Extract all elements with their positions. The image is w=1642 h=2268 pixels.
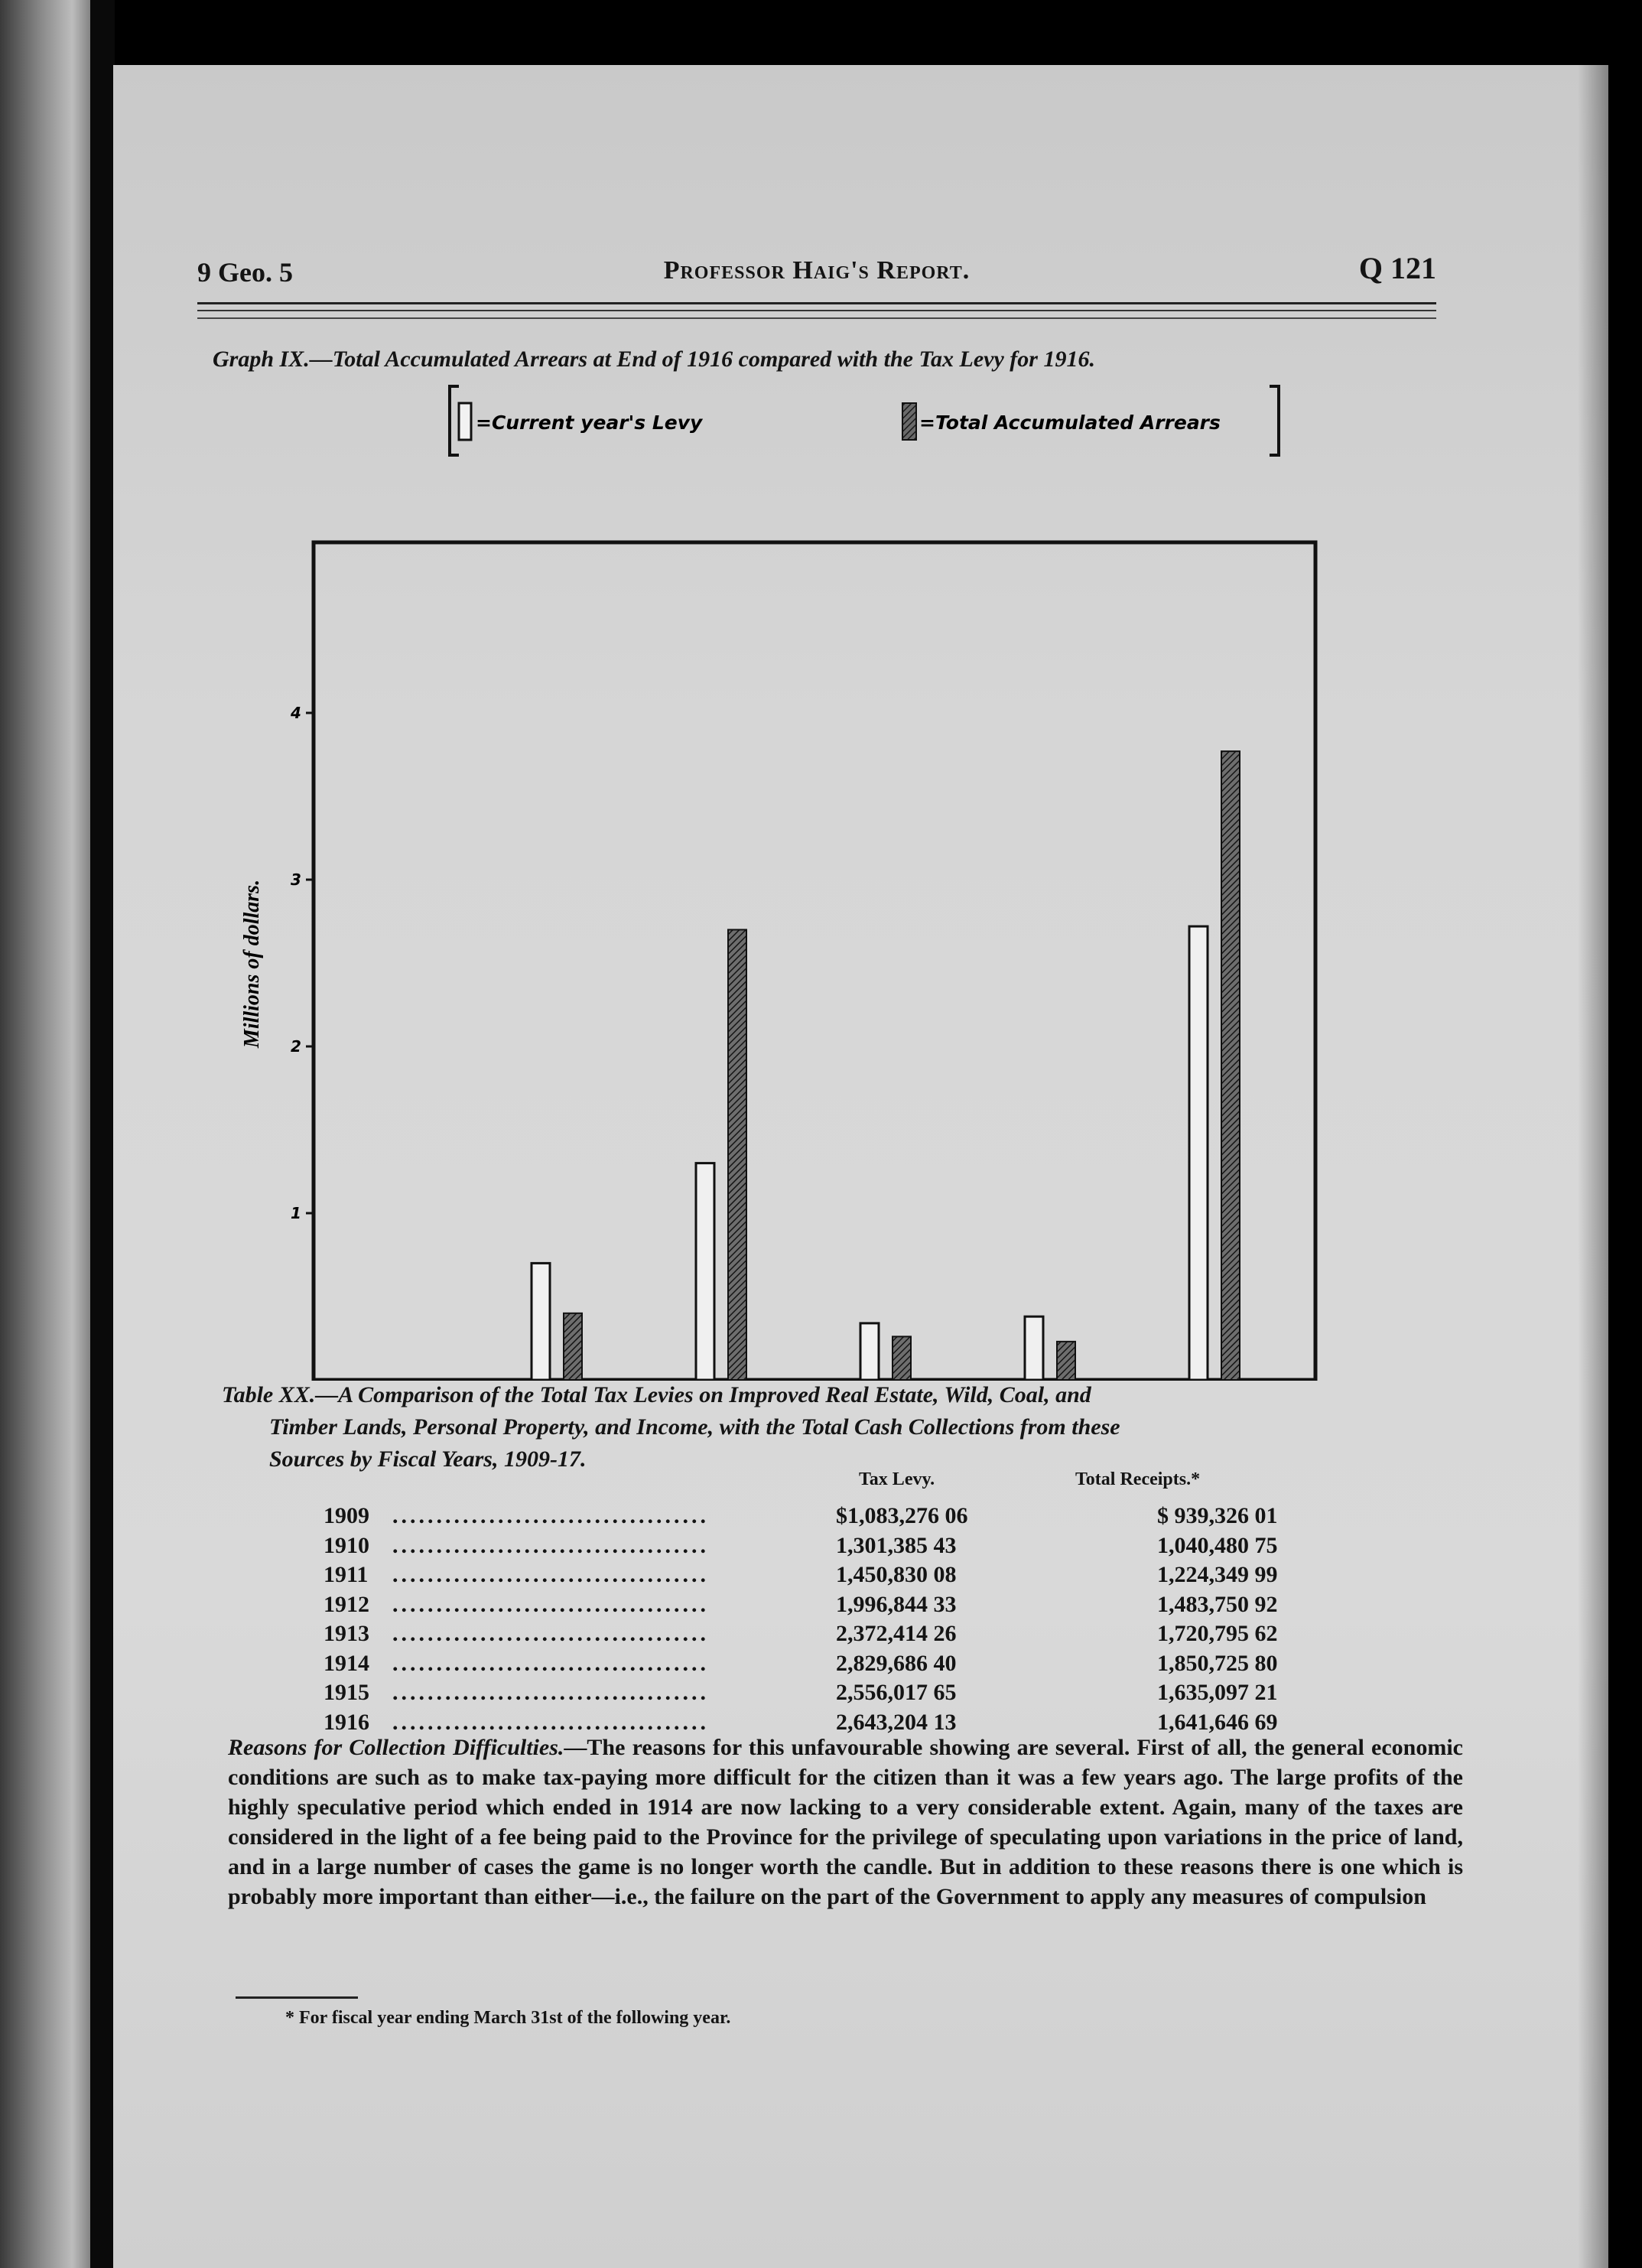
legend-swatch-open xyxy=(459,403,471,440)
table-row xyxy=(324,1503,1394,1532)
plot-frame xyxy=(314,542,1315,1380)
paragraph-heading: Reasons for Collection Difficulties. xyxy=(228,1735,564,1760)
page-shadow xyxy=(1578,65,1608,2268)
left-page-edge xyxy=(0,0,103,2268)
row-levy: 1,996,844 33 xyxy=(836,1591,957,1617)
leader-dots: .................................... xyxy=(392,1709,709,1735)
bar-accumulated-arrears xyxy=(564,1313,582,1380)
running-header xyxy=(197,251,1436,302)
body-paragraph xyxy=(228,1733,1463,1912)
row-receipts: 1,040,480 75 xyxy=(1157,1532,1278,1558)
legend-swatch-hatched xyxy=(902,403,916,440)
bar-accumulated-arrears xyxy=(1057,1342,1075,1380)
row-year: 1911 xyxy=(324,1562,369,1587)
row-year: 1913 xyxy=(324,1621,369,1646)
bar-current-levy xyxy=(1025,1316,1043,1380)
leader-dots: .................................... xyxy=(392,1680,709,1705)
y-ticks xyxy=(290,704,314,1222)
paragraph-text: —The reasons for this unfavourable showing are several. First of all, the general economic conditions are such as to make tax-paying more difficult for the citizen than it was a few years ago. The large profits of the highly speculative period which ended in 1914 are now lacking to a very considerable extent. Again, many of the taxes are considered in the light of a fee being paid to the Province for the privilege of speculating upon variations in the price of land, and in a large number of cases the game is no longer worth the candle. But in addition to these reasons there is one which is probably more important than either—i.e., the failure on the part of the Government to apply any measures of compulsion xyxy=(228,1735,1463,1909)
leader-dots: .................................... xyxy=(392,1591,709,1617)
leader-dots: .................................... xyxy=(392,1650,709,1676)
header-rule xyxy=(197,310,1436,311)
page-number: Q 121 xyxy=(1358,251,1436,285)
leader-dots: .................................... xyxy=(392,1503,709,1528)
bar-current-levy xyxy=(860,1323,879,1380)
row-levy: 1,301,385 43 xyxy=(836,1532,957,1558)
book-gutter xyxy=(90,0,115,2268)
bar-accumulated-arrears xyxy=(893,1336,911,1380)
bar-accumulated-arrears xyxy=(1221,751,1240,1380)
table-caption xyxy=(222,1379,1453,1476)
legend-label-arrears: =Total Accumulated Arrears xyxy=(919,412,1221,434)
table-row xyxy=(324,1651,1394,1680)
row-levy: $1,083,276 06 xyxy=(836,1503,968,1528)
y-tick-label: 3 xyxy=(291,870,301,889)
row-receipts: $ 939,326 01 xyxy=(1157,1503,1278,1528)
col-header-levy: Tax Levy. xyxy=(859,1469,935,1489)
y-tick-label: 4 xyxy=(291,704,301,722)
row-receipts: 1,720,795 62 xyxy=(1157,1621,1278,1646)
bar-accumulated-arrears xyxy=(728,929,746,1380)
caption-line: Sources by Fiscal Years, 1909-17. xyxy=(269,1446,587,1472)
header-title: Professor Haig's Report. xyxy=(663,256,971,285)
row-year: 1916 xyxy=(324,1709,369,1735)
row-receipts: 1,641,646 69 xyxy=(1157,1709,1278,1735)
book-page xyxy=(113,65,1608,2268)
legend-label-levy: =Current year's Levy xyxy=(476,412,703,434)
bars xyxy=(532,751,1240,1380)
table-row xyxy=(324,1680,1394,1709)
caption-line: Timber Lands, Personal Property, and Income, with the Total Cash Collections from these xyxy=(269,1414,1120,1440)
row-receipts: 1,483,750 92 xyxy=(1157,1591,1278,1617)
graph-title: Graph IX.—Total Accumulated Arrears at End of 1916 compared with the Tax Levy for 1916. xyxy=(213,347,1095,372)
table-row xyxy=(324,1621,1394,1650)
col-header-receipts: Total Receipts.* xyxy=(1075,1469,1201,1489)
header-rule xyxy=(197,317,1436,319)
row-levy: 2,643,204 13 xyxy=(836,1709,957,1735)
header-session: 9 Geo. 5 xyxy=(197,257,293,288)
row-levy: 2,556,017 65 xyxy=(836,1680,957,1705)
bar-current-levy xyxy=(1189,926,1208,1380)
row-year: 1912 xyxy=(324,1591,369,1617)
footnote: * For fiscal year ending March 31st of the following year. xyxy=(285,2008,731,2028)
table-row xyxy=(324,1592,1394,1621)
row-year: 1914 xyxy=(324,1650,369,1676)
header-rule xyxy=(197,302,1436,304)
row-receipts: 1,635,097 21 xyxy=(1157,1680,1278,1705)
row-receipts: 1,224,349 99 xyxy=(1157,1562,1278,1587)
chart-legend xyxy=(442,379,1299,463)
row-receipts: 1,850,725 80 xyxy=(1157,1650,1278,1676)
y-tick-label: 2 xyxy=(291,1037,301,1056)
row-levy: 2,372,414 26 xyxy=(836,1621,957,1646)
bar-current-levy xyxy=(696,1163,714,1380)
row-year: 1915 xyxy=(324,1680,369,1705)
bar-current-levy xyxy=(532,1263,550,1380)
row-year: 1910 xyxy=(324,1532,369,1558)
table-row xyxy=(324,1533,1394,1562)
y-axis-label: Millions of dollars. xyxy=(240,879,264,1049)
footnote-rule xyxy=(236,1996,358,1999)
bar-chart xyxy=(213,463,1475,1381)
caption-line: Table XX.—A Comparison of the Total Tax Levies on Improved Real Estate, Wild, Coal, and xyxy=(222,1382,1091,1407)
leader-dots: .................................... xyxy=(392,1562,709,1587)
row-levy: 2,829,686 40 xyxy=(836,1650,957,1676)
y-tick-label: 1 xyxy=(291,1204,301,1222)
row-levy: 1,450,830 08 xyxy=(836,1562,957,1587)
table-row xyxy=(324,1562,1394,1591)
leader-dots: .................................... xyxy=(392,1532,709,1558)
row-year: 1909 xyxy=(324,1503,369,1528)
leader-dots: .................................... xyxy=(392,1621,709,1646)
